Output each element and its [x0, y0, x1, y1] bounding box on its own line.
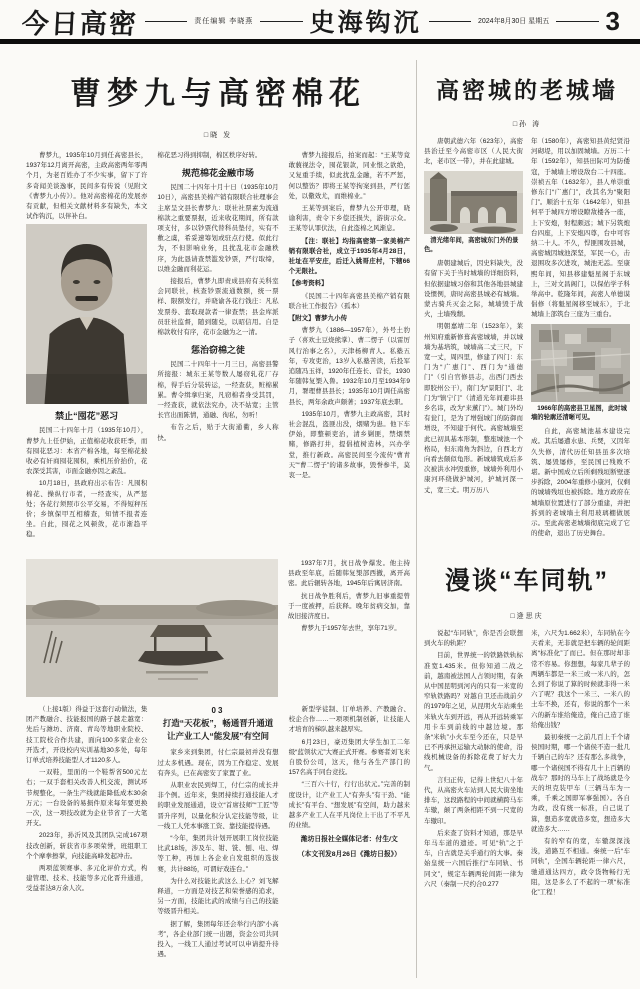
- cotton-columns: [26, 151, 410, 555]
- cotton-byline: □晓 发: [203, 132, 233, 139]
- paragraph: 自此，高密城池基本建设完成。其后屡遭水患、兵燹，又因年久失修，清代历任知县虽多次培筑、屡毁屡修，至民国已残败不堪。新中国成立后所剩残垣断壁逐步拆除，2004年重修小康河，仅剩的城墙残垣也被拆除。地方政府在城墙原位置进行了部分重建，并把拆到的老城墙土利用玻璃棚做展示。至此高密老城墙彻底完成了它的使命，退出了历史舞台。: [531, 428, 630, 538]
- workers-col-c: [289, 705, 410, 963]
- article-cotton: [26, 56, 410, 963]
- paragraph: 曹梦九于1957年去世，享年71岁。: [301, 625, 401, 633]
- paragraph: 布告之后，贴于大街通衢，乡人称快。: [157, 424, 279, 442]
- vertical-section-divider: [416, 60, 417, 978]
- paragraph: 2023年，孙沂风及其团队完成167项技改创新，斩获省市多项荣誉，班组职工个个摩拳擦掌，向技能高峰发起冲击。: [26, 832, 148, 860]
- workers-section-box: [157, 706, 278, 743]
- date-text: 2024年8月30日 星期五: [478, 18, 550, 25]
- paragraph: 米，六尺为1.662米），车同轨在今天看来，无非就是把车辆的轮间距离“标准化”了而已。但在那时却非常不容易。你想想，每家几辈子的两辆车都是一米三或一米八的，怎么到了你说了算的时候就非得一米六了呢？我这个一米三、一米八的土车不换，还有，你说的那个一米六的新车谁给俺造，俺自己造了谁给俺出钱？: [531, 630, 630, 729]
- paragraph: 民国二十四年十月（1935年10月），曹梦九上任伊始，正值棉花收获旺季，而有囤花恶习：本省产棉各地，每至棉花披收必有奸商囤花囤积，乘机压价抬价，花农深受其害，市面金融亦因之紊乱。: [26, 427, 148, 476]
- masthead-title: 今日高密: [21, 8, 139, 39]
- header-rule: [556, 21, 598, 22]
- section-title: 史海钩沉: [309, 10, 422, 37]
- track-columns: [424, 629, 630, 965]
- paragraph: 新型学徒制、订单培养、产教融合、校企合作……一项项机制创新，让技能人才培育的梯队越来越厚实。: [288, 706, 410, 734]
- paragraph: 棉花恶习得到抑制，棉区秩序好转。: [157, 152, 262, 159]
- paragraph: 民国二十四年十一月三日，高密县警所接报：城东王某等数人屡窃轧花厂存棉，得手后分装转运，一经查获，赃棉累累。曹令缉拿归案，凡窃棉者身受其罚，一经查获，就依法究办，决不姑宽；主管长官出面陈情，通融、徇私，勿听！: [157, 361, 279, 420]
- workers-columns: [26, 705, 410, 963]
- header-rule: [429, 21, 471, 22]
- reference-heading: 【参考资料】: [288, 280, 328, 288]
- wall-headline: 高密城的老城墙: [436, 77, 618, 103]
- cotton-col-1: [26, 151, 147, 555]
- article-workers-continued: [26, 705, 410, 963]
- editor-credit: 责任编辑 李晓燕: [194, 18, 254, 25]
- paragraph: 抗日战争胜利后，曹梦九旧事重提曾于一度被押，后获释。晚年贫病交加，靠故旧接济度日。: [288, 592, 410, 621]
- section-heading-line2: 让产业工人“能发展”有空间: [166, 731, 269, 742]
- paragraph: 10月18日，县政府出示布告：凡囤积棉花、操纵行市者，一经查实，从严惩处；各花行须照市公平交易，不得短秤压价；乡镇保甲互相稽查，知情不报者连坐。自此，囤花之风顿敛，花市渐趋平稳。: [26, 480, 148, 539]
- paragraph: 曹梦九，1935年10月到任高密县长，1937年12月离开高密，主政高密两年零两个月，为老百姓办了不少实事，留下了许多奇闻美谈逸事，民间多有传说（见附文《曹梦九小传》）。他对高密棉花的发展亦有贡献，但相关文献材料多有缺失，本文试作钩沉，以伴补白。: [26, 152, 148, 221]
- track-byline: □逄思庆: [510, 613, 544, 620]
- wall-columns: [424, 137, 630, 549]
- wall-byline: □孙 涛: [512, 121, 542, 128]
- page-number: 3: [605, 6, 621, 36]
- workers-col-a: [26, 705, 147, 963]
- cotton-subhead-thieves: 惩治窃棉之徒: [190, 345, 245, 356]
- article-same-track: [424, 561, 630, 965]
- paragraph: 两项蓝领赛事、多元化评价方式，构建管理、技术、技能等多元化晋升通道，受益者达8万余人次。: [26, 865, 148, 893]
- reference-body: 《民国二十四年高密县美棉产销有限联合社工作报告》（孤本）: [288, 292, 410, 310]
- paragraph: 1937年7月，抗日战争爆发。他主持县政至年底，后随韩复榘部西撤，离开高密。此后辗转各地，1945年后寓居济南。: [288, 560, 410, 588]
- source-credit: （本文刊发8月26日《潍坊日报》）: [297, 851, 401, 859]
- paragraph: 王某等到案后，曹梦九公开审理，晓谕利害，责令下乡偿还损失，游街示众。王某等认罪伏法，自此盗棉之风渐息。: [288, 205, 410, 233]
- paragraph: 民国二十四年十月十日（1935年10月10日），高密县美棉产销有限联合社理事会主席呈文县长曹梦九：联社社票素为流通棉款之重要票据，近来收花期间，所有款项支付，多以钞票代替科员垫付，实有不敷之虞，希妥速筹划或驻点行使。似此行为，不但影响业务，且扰乱花市金融秩序，为此恳请查禁滥发钞票，严行取缔，以维金融而利花运。: [157, 184, 279, 273]
- satellite-map-photo: [531, 324, 630, 402]
- track-headline: 漫谈“车同轨”: [444, 567, 609, 595]
- page-header: [22, 5, 620, 37]
- paragraph: 一双鞋，里面的一个鞋帮省500元左右；一双手套相关改善人机交流，测试环节规整化，一条生产线就能降低成本30余万元；一台设备的易损件原来每年要更换一次，这一项技改就为企业节省了一大笔开支。: [26, 769, 148, 828]
- paragraph: 最初秦统一之前几百上千个诸侯国时期，哪一个诸侯不造一批几千辆自己的车？还有那么多战争，哪一个诸侯国不得有几十上百辆的战车？那时的马车上了战场就是今天的坦克装甲车（三辆马车为一乘，千乘之国即军事强国）。各自为政，没有统一标准，自己说了算，想造多宽就造多宽，想造多大就造多大……: [531, 734, 630, 833]
- paragraph: 家乡来到集团，付仁宗最初并没有想过太多机遇。现在，因为工作稳定、发展有奔头，已在高密安了家置了业。: [157, 749, 279, 777]
- paragraph: 1935年10月，曹梦九主政高密，其时社会混乱，盗匪出没，烟赌为患。他下车伊始，即整顿吏治，清乡剿匪，禁烟禁赌，修路打井，提倡植树造林，兴办学堂，推行新政。高密民间至今流传“曹青天”“曹二愣子”的诸多故事，毁誉参半，莫衷一是。: [288, 410, 410, 480]
- workers-col-b: [157, 705, 278, 963]
- cotton-headline: 曹梦九与高密棉花: [70, 76, 366, 111]
- paragraph: 曹梦九（1886—1957年），外号土豹子（喜欢土豆烧熊掌）、曹二愣子（以雷厉风行治事之名），天津杨柳青人。私塾五年，专攻吏治，13岁入私塾苦读，后投军追随冯玉祥，1920年任连长、营长，1930年随韩复榘入鲁。1932年10月至1934年9月，署理曹县县长；1935年10月调任高密县长，两年余政声颇著；1937年底去职。: [288, 327, 410, 406]
- paragraph: 从职业农民到焊工，付仁宗的成长并非个例。近年来，集团持续打通技能人才的职业发展通道，设立“首席技师”“工匠”等晋升序列，以量化积分认定技能等级，让一线工人凭本事涨工资、靠技能提待遇。: [157, 781, 279, 830]
- paragraph: 6月23日，豪迈集团大学生加工二年级“蓝领状元”大赛正式开赛。参赛者刘飞来自股份公司，这天，他与各生产部门的157名高手同台竞技。: [288, 738, 410, 777]
- appendix-heading: 【附文】曹梦九小传: [288, 315, 348, 323]
- cotton-col-3-tail: [288, 559, 410, 697]
- article-city-wall: [424, 72, 630, 549]
- paragraph: 曹梦九接报后，拍案而起：“王某等竟敢藐视法令，囤花银款，同业恨之欲绝，又复重手续，似此扰乱金融，若不严惩，何以整饬？即将王某等拘案到县，严行惩处，以儆效尤，而维棉业。”: [288, 152, 410, 200]
- paragraph: 据了解，集团每年还会举行内部“小高考”，各企业部门统一出题，资金公司共同投入，一线工人通过考试可以申请提升待遇。: [157, 920, 279, 959]
- paragraph: 唐朝武德六年（623年），高密县治迁至今高密市区（人民大街北，老市区一带），并在此建城。: [424, 138, 523, 166]
- paragraph: 接报后，曹梦九即责成县府有关科室会同联社，核查钞票流通数额，统一票样、限额发行，并晓谕各花行钱庄：凡私发票券、套取现款者一律查禁；县金库派员驻社监督，随到随兑，以昭信用。自是棉款收付有序，花市金融为之一清。: [157, 278, 279, 337]
- header-divider-bar: [0, 39, 640, 44]
- right-section: [424, 56, 630, 965]
- header-rule: [145, 21, 187, 22]
- cotton-col-2: [157, 151, 278, 555]
- paragraph: 年（1580年），高密知县黄纪贤沿河砌堤，用以加固城墙。万历二十年（1592年），知县田际可为防倭寇，于城墙上增设敌台二十四座。崇祯五年（1632年），县人单崇重修东门“广惠门”，改其名为“聚阳门”。顺治十五年（1642年），知县何平于城四方增设瞭敌楼各一座，上下安炮，射程颇远；城下另筑炮台四座，上下安炮四尊，台中可容纳二十人。不久，悍匪围攻县城，高密城因城池深坚，军民一心，击退围攻多次进攻，城池无恙。至康熙年间，知县移建魁星阁于东城上，三对文昌阁门，以保佑学子科举高中。乾隆年间，高密人单德谟倡修（将魁星阁移至城东），于北城墙上部筑台三座为三重台。: [531, 138, 630, 319]
- track-col-left: [424, 629, 523, 965]
- note-paragraph: 【注：联社】均指高密第一家美棉产销有限联合社，成立于1935年4月28日，社址在平安庄，后迁入姚哥庄村，下辖66个无限社。: [288, 237, 410, 276]
- header-rule: [260, 21, 302, 22]
- paragraph: （上接1版）得益于这套行动做法，集团产教融合、技能报国的路子越走越宽：先后与潍坊、济南、青岛等地职业院校、技工院校合作共建，面向100多家企业公开选才，开设校内实训基地30多处，每年订单式培养技能型人才1120多人。: [26, 706, 148, 765]
- paragraph: 有的窄有的宽，车辙深深浅浅，道路互不相通。秦统一后“车同轨”，全国车辆轮距一律六尺，驰道通达四方，政令货物畅行无阻，这是多么了不起的一项“标准化”工程！: [531, 838, 630, 897]
- paragraph: “三百六十行，行行出状元。”完善的制度设计，让产业工人“有奔头”有干劲、“能成长”有平台、“想发展”有空间，助力越来越多产业工人在平凡岗位上干出了不平凡的业绩。: [288, 781, 410, 830]
- river-landscape-photo: [26, 559, 278, 697]
- section-heading-line1: 打造“天花板”，畅通晋升通道: [162, 718, 274, 728]
- wall-col-right: [531, 137, 630, 549]
- paragraph: “今年，集团共计划开展职工岗位技能比武18场，涉及车、钳、铣、刨、电、焊等工种，再加上各企业自发组织的选拔赛，共计88场，可谓好戏连台。”: [157, 834, 279, 873]
- paragraph: 目前，世界统一的铁路铁轨标准宽1.435米。但你知道二战之前，越南被法国人占领时期，有条从中国昆明到河内的只有一米宽的窄轨铁路吗？对越自卫还击战前夕的1979年之见，从昆明火车站乘坐米轨火车到开远，再从开远转乘军用卡车到前线的中越边境。那条“米轨”小火车至今还在，只是早已不再承担运输大动脉的使命，沿线机械设备的拆除花费了好大力气。: [424, 652, 523, 772]
- cotton-subhead-hoarding: 禁止“囤花”恶习: [55, 411, 119, 422]
- portrait-photo: [26, 224, 147, 404]
- paragraph: 后来查了资料才知道，那是早年马车道的遗迹。可见“轨”之于车，自古就是关乎通行的大事。秦始皇统一六国后推行“车同轨、书同文”，规定车辆两轮间距一律为六尺（秦制一尺约合0.277: [424, 829, 523, 888]
- section-number: 03: [211, 706, 225, 715]
- photo-caption: 1966年的高密县卫星图，此时城墙的轮廓还清晰可见。: [531, 404, 627, 422]
- wall-col-left: [424, 137, 523, 549]
- photo-caption: 清光绪年间，高密城东门外的景色。: [424, 236, 519, 254]
- paragraph: 为什么对技能比武这么上心？刘飞解释道，一方面是对技艺和荣誉感的追求，另一方面，技能比武的成绩与自己的技能等级晋升相关。: [157, 877, 279, 916]
- old-city-gate-photo: [424, 171, 523, 234]
- track-col-right: [531, 629, 630, 965]
- cotton-col-3: [289, 151, 410, 555]
- paragraph: 唐朝建城后，因史料缺失，没有留下关于当时城墙的详细资料，但依据建城习俗和其他各地县城建设惯例，唐时高密县城必有城墙。蒙古骑兵灭金之际，城墙毁于战火，土墙残颓。: [424, 260, 523, 319]
- cotton-photo-row: [26, 559, 410, 697]
- paragraph: 言归正传，记得上世纪八十年代，从高密火车站到人民大街坐地排车，这段路程的中间就横跨马车车辙，颠了两条相距不到一尺宽的车辙印。: [424, 776, 523, 825]
- paragraph: 说起“车同轨”，你是否会联想到火车的轨距？: [424, 630, 523, 648]
- paragraph: 明朝嘉靖二年（1523年），莱州知府重新修葺高密城墙，并以城墙为基培筑，城墙高二丈三尺，下宽一丈，周四里，修建了四门：东门为“广惠门”、西门为“通德门”（引自官修县志，出西门西去即胶州公干），南门为“景阳门”、北门为“镇宁门”（清道光年间避讳县乡名讳，改为“来薰门”）。城门外均有瓮门，是为了增强城门的防御而增设，不知建于何代。高密城墙至此已初具基本形制，整座城池一个格局，但东南角为斜边，自西北方向看去颇似龟形。新城墙筑成后多次被洪水冲毁重修，城墙外利用小康河环绕做护城河，护城河深一丈，宽三丈。明万历八: [424, 323, 523, 494]
- cotton-subhead-finance: 规范棉花金融市场: [181, 168, 254, 179]
- reporter-credit: 潍坊日报社全媒体记者：付生/文: [300, 836, 398, 844]
